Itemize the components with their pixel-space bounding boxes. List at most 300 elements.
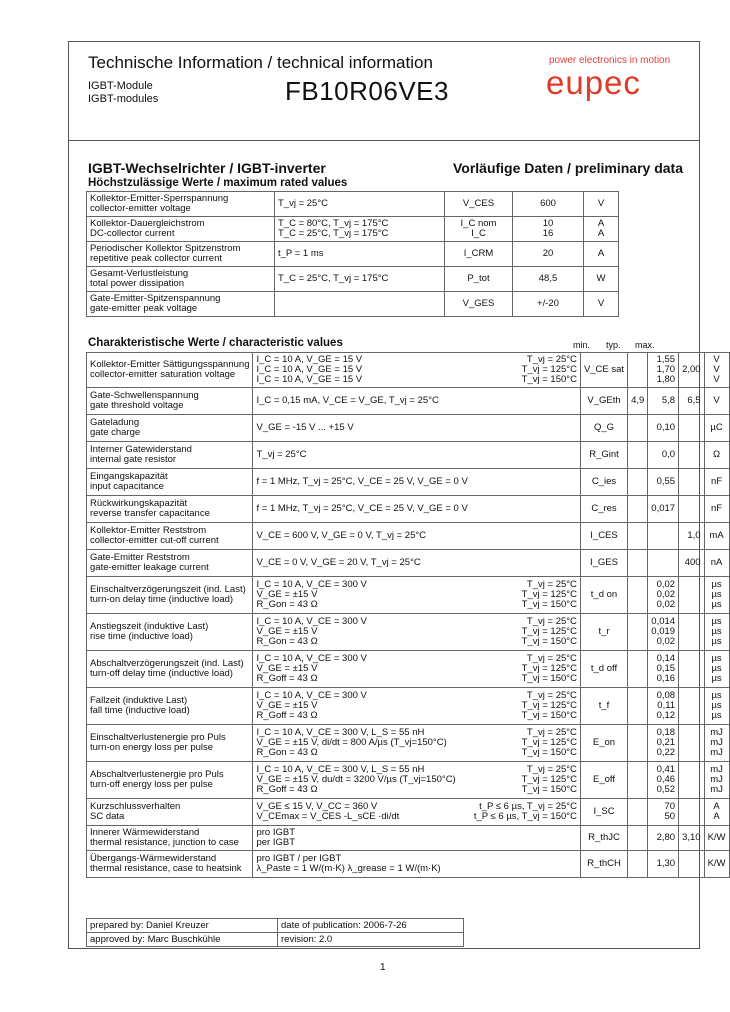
typ-value xyxy=(648,523,679,550)
test-condition-line: I_C = 10 A, V_CE = 300 V, L_S = 55 nH xyxy=(256,727,425,738)
junction-temp xyxy=(471,762,581,799)
char-row xyxy=(87,353,730,388)
junction-temp-line: T_vj = 25°C xyxy=(526,579,577,590)
test-condition xyxy=(253,469,471,496)
param-name-line: Periodischer Kollektor Spitzenstrom xyxy=(90,243,241,254)
unit xyxy=(704,614,729,651)
max-value xyxy=(679,496,705,523)
test-condition xyxy=(253,353,471,388)
junction-temp-line: T_vj = 150°C xyxy=(521,784,577,795)
junction-temp xyxy=(471,469,581,496)
approved-by: approved by: Marc Buschkühle xyxy=(87,933,278,947)
max-value-line: 6,5 xyxy=(687,395,701,406)
typ-value-line: 0,21 xyxy=(656,737,676,748)
unit xyxy=(704,415,729,442)
param-name-line: input capacitance xyxy=(90,481,164,492)
symbol xyxy=(580,799,627,826)
max-value xyxy=(679,550,705,577)
symbol-line: Q_G xyxy=(593,422,615,433)
unit-line: mJ xyxy=(710,764,723,775)
param-name-line: rise time (inductive load) xyxy=(90,631,193,642)
symbol xyxy=(445,217,513,242)
param-name-line: turn-on energy loss per pulse xyxy=(90,742,214,753)
unit-line: V xyxy=(597,298,605,309)
param-name-line: Einschaltverlustenergie pro Puls xyxy=(90,732,226,743)
unit xyxy=(704,799,729,826)
junction-temp xyxy=(471,651,581,688)
typ-value-line: 1,80 xyxy=(656,374,676,385)
min-value xyxy=(628,826,648,851)
junction-temp-line: T_vj = 150°C xyxy=(521,710,577,721)
unit-line: V xyxy=(597,198,605,209)
symbol-line: I_SC xyxy=(593,806,615,817)
symbol xyxy=(580,469,627,496)
unit-line: V xyxy=(713,374,720,385)
min-value xyxy=(628,799,648,826)
unit xyxy=(584,267,619,292)
test-condition xyxy=(253,496,471,523)
typ-value-line: 0,41 xyxy=(656,764,676,775)
max-value xyxy=(679,388,705,415)
junction-temp-line: t_P ≤ 6 µs, T_vj = 150°C xyxy=(473,811,577,822)
junction-temp-line: T_vj = 125°C xyxy=(521,589,577,600)
max-rating-row xyxy=(87,267,619,292)
test-condition xyxy=(275,267,445,292)
test-condition-line: T_C = 25°C, T_vj = 175°C xyxy=(278,273,389,284)
typ-value-line: 0,02 xyxy=(656,589,676,600)
param-name xyxy=(87,577,253,614)
typ-value-line: 0,16 xyxy=(656,673,676,684)
min-value xyxy=(628,651,648,688)
min-value xyxy=(628,762,648,799)
unit xyxy=(704,762,729,799)
param-name-line: collector-emitter voltage xyxy=(90,203,191,214)
max-rating-row xyxy=(87,192,619,217)
param-name-line: Innerer Wärmewiderstand xyxy=(90,827,200,838)
test-condition-line: R_Goff = 43 Ω xyxy=(256,710,318,721)
publication-date: date of publication: 2006-7-26 xyxy=(278,919,464,933)
param-name xyxy=(87,550,253,577)
param-name-line: collector-emitter saturation voltage xyxy=(90,369,236,380)
test-condition-line: λ_Paste = 1 W/(m·K) λ_grease = 1 W/(m·K) xyxy=(256,863,441,874)
param-name-line: DC-collector current xyxy=(90,228,175,239)
max-value xyxy=(679,688,705,725)
symbol xyxy=(580,851,627,878)
unit-line: µs xyxy=(711,653,722,664)
char-row xyxy=(87,388,730,415)
test-condition xyxy=(275,192,445,217)
junction-temp-line: T_vj = 150°C xyxy=(521,374,577,385)
symbol xyxy=(580,523,627,550)
param-name xyxy=(87,353,253,388)
typ-value-line: 5,8 xyxy=(661,395,676,406)
min-value xyxy=(628,496,648,523)
test-condition-line: I_C = 10 A, V_CE = 300 V xyxy=(256,616,367,627)
char-row xyxy=(87,688,730,725)
rated-value xyxy=(513,192,584,217)
char-row xyxy=(87,851,730,878)
max-value xyxy=(679,469,705,496)
unit-line: µs xyxy=(711,673,722,684)
test-condition-line: V_CEmax = V_CES -L_sCE ·di/dt xyxy=(256,811,400,822)
min-value xyxy=(628,442,648,469)
test-condition-line: t_P = 1 ms xyxy=(278,248,324,259)
junction-temp-line: T_vj = 125°C xyxy=(521,774,577,785)
test-condition xyxy=(275,242,445,267)
symbol-line: V_CES xyxy=(462,198,495,209)
char-row xyxy=(87,725,730,762)
min-value xyxy=(628,614,648,651)
param-name-line: gate-emitter leakage current xyxy=(90,562,209,573)
typ-value-line: 0,52 xyxy=(656,784,676,795)
char-row xyxy=(87,415,730,442)
typ-value-line: 2,80 xyxy=(656,832,676,843)
char-row xyxy=(87,469,730,496)
junction-temp-line: T_vj = 25°C xyxy=(526,764,577,775)
typ-value xyxy=(648,496,679,523)
param-name-line: repetitive peak collector current xyxy=(90,253,223,264)
symbol xyxy=(580,651,627,688)
char-row xyxy=(87,550,730,577)
unit xyxy=(704,496,729,523)
param-name-line: thermal resistance, case to heatsink xyxy=(90,863,242,874)
symbol xyxy=(580,415,627,442)
typ-value xyxy=(648,799,679,826)
test-condition-line: pro IGBT / per IGBT xyxy=(256,853,342,864)
junction-temp xyxy=(471,799,581,826)
junction-temp-line: T_vj = 25°C xyxy=(526,727,577,738)
test-condition-line: T_vj = 25°C xyxy=(256,449,307,460)
typ-value-line: 50 xyxy=(664,811,676,822)
min-value xyxy=(628,550,648,577)
doc-title: Technische Information / technical information xyxy=(88,53,433,72)
symbol-line: R_Gint xyxy=(589,449,619,460)
test-condition xyxy=(253,651,471,688)
max-rating-row xyxy=(87,217,619,242)
rated-value-line: 20 xyxy=(542,248,554,259)
unit xyxy=(704,851,729,878)
test-condition-line: I_C = 10 A, V_GE = 15 V xyxy=(256,354,363,365)
junction-temp xyxy=(471,523,581,550)
col-typ-header: typ. xyxy=(606,340,621,350)
param-name-line: Kollektor-Emitter Reststrom xyxy=(90,525,207,536)
unit-line: nA xyxy=(710,557,723,568)
unit-line: µs xyxy=(711,579,722,590)
rated-value xyxy=(513,267,584,292)
min-value xyxy=(628,415,648,442)
junction-temp xyxy=(471,496,581,523)
symbol xyxy=(580,353,627,388)
test-condition-line: I_C = 10 A, V_CE = 300 V, L_S = 55 nH xyxy=(256,764,425,775)
char-row xyxy=(87,651,730,688)
typ-value-line: 1,55 xyxy=(656,354,676,365)
char-row xyxy=(87,799,730,826)
symbol-line: t_d off xyxy=(590,663,618,674)
test-condition xyxy=(253,799,471,826)
doc-subtitle-en: IGBT-modules xyxy=(88,93,159,105)
param-name-line: Eingangskapazität xyxy=(90,471,168,482)
param-name xyxy=(87,217,275,242)
symbol-line: C_ies xyxy=(591,476,617,487)
symbol xyxy=(445,242,513,267)
test-condition-line: V_GE = ±15 V, du/dt = 3200 V/µs (T_vj=150°C) xyxy=(256,774,456,785)
symbol-line: I_C nom xyxy=(460,218,497,229)
param-name xyxy=(87,523,253,550)
typ-value xyxy=(648,614,679,651)
junction-temp xyxy=(471,725,581,762)
max-value-line: 1,0 xyxy=(687,530,701,541)
symbol-line: t_d on xyxy=(590,589,618,600)
unit-line: A xyxy=(713,811,720,822)
test-condition-line: I_C = 10 A, V_GE = 15 V xyxy=(256,364,363,375)
max-rating-row xyxy=(87,242,619,267)
symbol-line: E_on xyxy=(592,737,616,748)
junction-temp-line: T_vj = 25°C xyxy=(526,354,577,365)
test-condition-line: T_vj = 25°C xyxy=(278,198,329,209)
typ-value-line: 1,30 xyxy=(656,858,676,869)
param-name-line: gate threshold voltage xyxy=(90,400,184,411)
param-name-line: Kollektor-Dauergleichstrom xyxy=(90,218,205,229)
param-name-line: Anstiegszeit (induktive Last) xyxy=(90,621,209,632)
unit-line: µC xyxy=(710,422,723,433)
symbol-line: t_f xyxy=(598,700,610,711)
max-value xyxy=(679,762,705,799)
symbol xyxy=(445,192,513,217)
unit xyxy=(704,550,729,577)
symbol-line: V_CE sat xyxy=(583,364,625,375)
typ-value xyxy=(648,688,679,725)
max-value xyxy=(679,614,705,651)
junction-temp-line: T_vj = 150°C xyxy=(521,599,577,610)
param-name-line: Gate-Schwellenspannung xyxy=(90,390,199,401)
typ-value xyxy=(648,415,679,442)
eupec-logo: eupec xyxy=(546,64,641,101)
unit-line: K/W xyxy=(707,832,726,843)
symbol xyxy=(580,388,627,415)
char-row xyxy=(87,523,730,550)
test-condition-line: R_Goff = 43 Ω xyxy=(256,784,318,795)
typ-value xyxy=(648,725,679,762)
unit xyxy=(704,725,729,762)
unit-line: mA xyxy=(709,530,724,541)
char-row xyxy=(87,762,730,799)
junction-temp xyxy=(471,614,581,651)
param-name-line: Kollektor-Emitter-Sperrspannung xyxy=(90,193,229,204)
test-condition xyxy=(253,523,471,550)
symbol-line: I_GES xyxy=(590,557,618,568)
param-name-line: Abschaltverzögerungszeit (ind. Last) xyxy=(90,658,244,669)
unit-line: A xyxy=(597,228,605,239)
unit-line: V xyxy=(713,364,720,375)
typ-value-line: 0,014 xyxy=(651,616,676,627)
unit-line: µs xyxy=(711,589,722,600)
unit-line: µs xyxy=(711,599,722,610)
max-value xyxy=(679,851,705,878)
min-value xyxy=(628,353,648,388)
symbol xyxy=(580,550,627,577)
junction-temp-line: T_vj = 25°C xyxy=(526,653,577,664)
symbol xyxy=(580,725,627,762)
unit xyxy=(704,442,729,469)
typ-value xyxy=(648,353,679,388)
junction-temp-line: T_vj = 125°C xyxy=(521,663,577,674)
test-condition-line: I_C = 10 A, V_CE = 300 V xyxy=(256,690,367,701)
typ-value-line: 0,18 xyxy=(656,727,676,738)
typ-value-line: 0,55 xyxy=(656,476,676,487)
unit-line: µs xyxy=(711,663,722,674)
test-condition xyxy=(253,388,471,415)
unit xyxy=(704,353,729,388)
page-number: 1 xyxy=(380,962,386,973)
test-condition xyxy=(253,614,471,651)
test-condition-line: V_GE = ±15 V xyxy=(256,589,318,600)
unit-line: µs xyxy=(711,616,722,627)
rated-value-line: 10 xyxy=(542,218,554,229)
test-condition-line: V_GE = -15 V ... +15 V xyxy=(256,422,354,433)
symbol xyxy=(580,614,627,651)
col-min-header: min. xyxy=(573,340,591,350)
param-name-line: SC data xyxy=(90,811,125,822)
param-name xyxy=(87,614,253,651)
unit-line: A xyxy=(597,218,605,229)
unit xyxy=(584,242,619,267)
max-value-line: 400 xyxy=(684,557,701,568)
test-condition-line: per IGBT xyxy=(256,837,296,848)
unit xyxy=(704,688,729,725)
prepared-by: prepared by: Daniel Kreuzer xyxy=(87,919,278,933)
junction-temp-line: T_vj = 125°C xyxy=(521,626,577,637)
preliminary-label: Vorläufige Daten / preliminary data xyxy=(452,160,683,176)
param-name xyxy=(87,826,253,851)
char-row xyxy=(87,826,730,851)
junction-temp xyxy=(471,577,581,614)
typ-value xyxy=(648,442,679,469)
unit-line: mJ xyxy=(710,774,723,785)
unit-line: µs xyxy=(711,690,722,701)
test-condition-line: I_C = 10 A, V_CE = 300 V xyxy=(256,579,367,590)
unit-line: mJ xyxy=(710,727,723,738)
max-value xyxy=(679,442,705,469)
max-value-line: 3,10 xyxy=(682,832,701,843)
param-name-line: fall time (inductive load) xyxy=(90,705,190,716)
unit-line: µs xyxy=(711,700,722,711)
test-condition-line: V_GE ≤ 15 V, V_CC = 360 V xyxy=(256,801,378,812)
param-name xyxy=(87,851,253,878)
approval-table xyxy=(86,918,464,947)
param-name-line: Gateladung xyxy=(90,417,140,428)
test-condition-line: V_CE = 0 V, V_GE = 20 V, T_vj = 25°C xyxy=(256,557,421,568)
test-condition-line: R_Gon = 43 Ω xyxy=(256,747,318,758)
param-name xyxy=(87,496,253,523)
header-divider xyxy=(68,140,700,141)
min-value xyxy=(628,851,648,878)
test-condition-line: R_Gon = 43 Ω xyxy=(256,636,318,647)
param-name-line: turn-off delay time (inductive load) xyxy=(90,668,233,679)
param-name xyxy=(87,192,275,217)
param-name-line: thermal resistance, junction to case xyxy=(90,837,239,848)
junction-temp xyxy=(471,826,581,851)
param-name xyxy=(87,267,275,292)
param-name-line: Übergangs-Wärmewiderstand xyxy=(90,853,217,864)
rated-value-line: +/-20 xyxy=(537,298,559,309)
min-value xyxy=(628,523,648,550)
param-name-line: internal gate resistor xyxy=(90,454,177,465)
unit-line: K/W xyxy=(707,858,726,869)
symbol-line: I_CRM xyxy=(463,248,494,259)
unit xyxy=(704,651,729,688)
junction-temp-line: t_P ≤ 6 µs, T_vj = 25°C xyxy=(479,801,577,812)
max-value xyxy=(679,415,705,442)
typ-value-line: 0,12 xyxy=(656,710,676,721)
param-name xyxy=(87,688,253,725)
char-row xyxy=(87,577,730,614)
param-name xyxy=(87,651,253,688)
unit-line: V xyxy=(713,395,720,406)
param-name-line: Fallzeit (induktive Last) xyxy=(90,695,188,706)
max-value xyxy=(679,826,705,851)
typ-value-line: 0,15 xyxy=(656,663,676,674)
min-value xyxy=(628,388,648,415)
symbol-line: P_tot xyxy=(467,273,490,284)
junction-temp-line: T_vj = 125°C xyxy=(521,700,577,711)
test-condition-line: I_C = 0,15 mA, V_CE = V_GE, T_vj = 25°C xyxy=(256,395,439,406)
max-value xyxy=(679,523,705,550)
char-values-title: Charakteristische Werte / characteristic values xyxy=(88,337,343,349)
typ-value xyxy=(648,469,679,496)
param-name-line: Kollektor-Emitter Sättigungsspannung xyxy=(90,359,250,370)
unit xyxy=(584,192,619,217)
typ-value-line: 0,46 xyxy=(656,774,676,785)
test-condition-line: V_GE = ±15 V, di/dt = 800 A/µs (T_vj=150°C) xyxy=(256,737,447,748)
param-name-line: gate charge xyxy=(90,427,141,438)
param-name xyxy=(87,799,253,826)
test-condition-line: T_C = 80°C, T_vj = 175°C xyxy=(278,218,389,229)
typ-value-line: 0,02 xyxy=(656,579,676,590)
param-name xyxy=(87,762,253,799)
unit-line: µs xyxy=(711,710,722,721)
test-condition xyxy=(253,725,471,762)
unit-line: Ω xyxy=(713,449,721,460)
junction-temp xyxy=(471,415,581,442)
max-value xyxy=(679,353,705,388)
junction-temp-line: T_vj = 125°C xyxy=(521,737,577,748)
typ-value-line: 0,22 xyxy=(656,747,676,758)
param-name xyxy=(87,725,253,762)
test-condition xyxy=(253,550,471,577)
typ-value-line: 70 xyxy=(664,801,676,812)
junction-temp-line: T_vj = 150°C xyxy=(521,747,577,758)
junction-temp-line: T_vj = 150°C xyxy=(521,673,577,684)
param-name-line: gate-emitter peak voltage xyxy=(90,303,198,314)
typ-value-line: 0,0 xyxy=(661,449,676,460)
min-value-line: 4,9 xyxy=(631,395,645,406)
unit-line: mJ xyxy=(710,784,723,795)
min-value xyxy=(628,725,648,762)
unit-line: µs xyxy=(711,636,722,647)
typ-value-line: 0,11 xyxy=(657,700,676,711)
param-name-line: collector-emitter cut-off current xyxy=(90,535,219,546)
test-condition xyxy=(253,577,471,614)
char-row xyxy=(87,442,730,469)
rated-value-line: 48,5 xyxy=(538,273,558,284)
typ-value xyxy=(648,577,679,614)
test-condition xyxy=(253,851,471,878)
junction-temp-line: T_vj = 150°C xyxy=(521,636,577,647)
char-row xyxy=(87,496,730,523)
unit xyxy=(704,469,729,496)
param-name-line: turn-on delay time (inductive load) xyxy=(90,594,234,605)
max-value xyxy=(679,651,705,688)
